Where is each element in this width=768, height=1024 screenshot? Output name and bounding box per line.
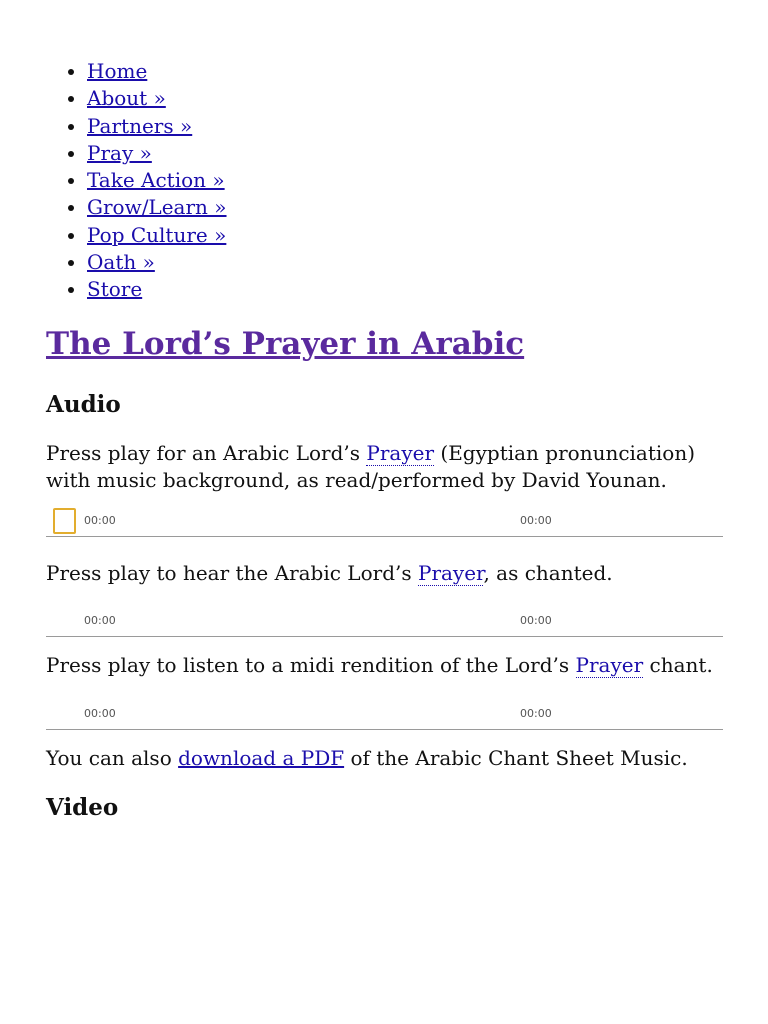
audio-intro-3: [46, 652, 726, 679]
duration: 00:00: [520, 614, 552, 627]
prayer-term-link-1[interactable]: Prayer: [366, 441, 435, 465]
nav-item-oath: [87, 249, 227, 276]
nav-link-store[interactable]: Store: [87, 277, 143, 302]
nav-item-about: [87, 85, 227, 112]
duration: 00:00: [520, 514, 552, 527]
pdf-text-before: You can also: [46, 746, 179, 770]
audio-intro-2-text-after: , as chanted.: [483, 561, 613, 585]
pdf-text-after: of the Arabic Chant Sheet Music.: [344, 746, 688, 770]
nav-link-home[interactable]: Home: [87, 59, 148, 83]
nav-link-about[interactable]: About »: [87, 86, 166, 111]
nav-item-partners: [87, 113, 227, 140]
nav-item-pop-culture: [87, 222, 227, 249]
audio-intro-1-text-before: Press play for an Arabic Lord’s: [46, 441, 367, 465]
nav-link-partners[interactable]: Partners »: [87, 113, 193, 138]
audio-intro-1: [46, 440, 726, 494]
audio-heading: Audio: [46, 391, 121, 418]
nav-link-take-action[interactable]: Take Action »: [87, 168, 225, 193]
current-time: 00:00: [84, 614, 116, 627]
video-heading: Video: [46, 794, 119, 821]
pdf-download-text: [46, 745, 726, 772]
main-nav: [46, 58, 227, 304]
nav-item-home: [87, 58, 227, 85]
nav-item-grow-learn: [87, 194, 227, 221]
audio-player-2: [46, 606, 723, 637]
nav-item-pray: [87, 140, 227, 167]
download-pdf-link[interactable]: download a PDF: [178, 746, 345, 770]
nav-item-store: [87, 276, 227, 303]
duration: 00:00: [520, 707, 552, 720]
audio-intro-2: [46, 560, 726, 587]
nav-link-pray[interactable]: Pray »: [87, 140, 152, 165]
audio-intro-3-text-after: chant.: [643, 653, 713, 677]
nav-link-grow-learn[interactable]: Grow/Learn »: [87, 195, 227, 220]
page-title: [46, 322, 524, 366]
current-time: 00:00: [84, 514, 116, 527]
audio-player-3: [46, 699, 723, 730]
prayer-term-link-2[interactable]: Prayer: [417, 561, 484, 585]
audio-intro-3-text-before: Press play to listen to a midi rendition of the Lord’s: [46, 653, 576, 677]
prayer-term-link-3[interactable]: Prayer: [575, 653, 644, 677]
nav-link-oath[interactable]: Oath »: [87, 250, 155, 275]
current-time: 00:00: [84, 707, 116, 720]
audio-intro-1-text-after: (Egyptian pronunciation) with music background, as read/performed by David Younan.: [46, 441, 696, 492]
nav-link-pop-culture[interactable]: Pop Culture »: [87, 222, 227, 247]
play-button[interactable]: [53, 508, 76, 534]
nav-item-take-action: [87, 167, 227, 194]
audio-player-1: [46, 506, 723, 537]
page-title-link[interactable]: The Lord’s Prayer in Arabic: [46, 326, 525, 362]
audio-intro-2-text-before: Press play to hear the Arabic Lord’s: [46, 561, 418, 585]
